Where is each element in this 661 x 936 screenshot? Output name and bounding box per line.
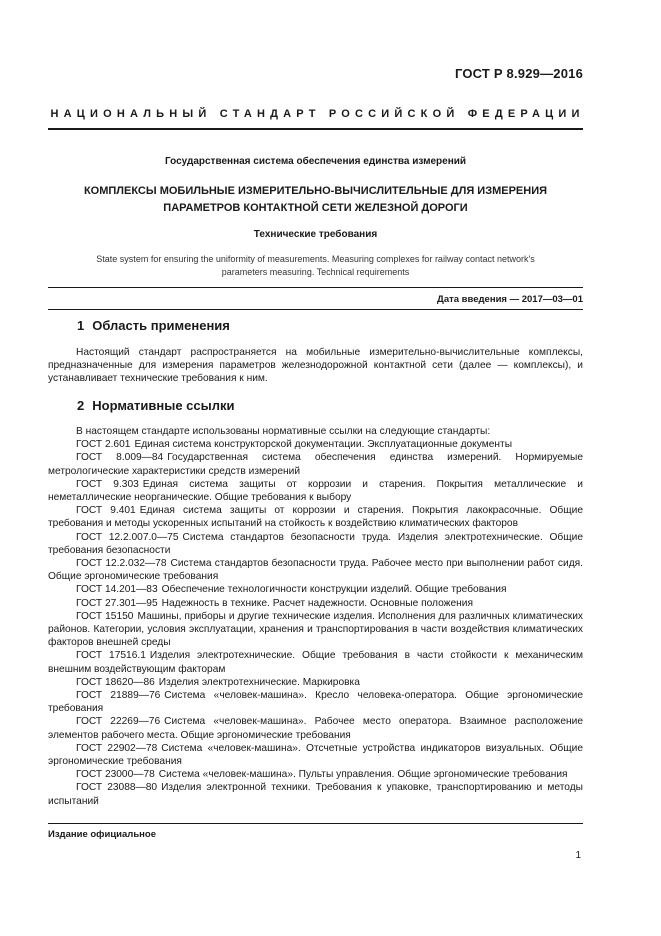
section-1-number: 1 — [77, 318, 85, 333]
reference-item — [48, 531, 583, 557]
reference-code: ГОСТ 22902—78 — [76, 742, 158, 754]
reference-code: ГОСТ 12.2.007.0—75 — [76, 531, 179, 543]
reference-text: Государственная система обеспечения единства измерений. Нормируемые метрологические характеристики средств измерений — [48, 452, 584, 477]
reference-item — [48, 597, 583, 610]
reference-code: ГОСТ 12.2.032—78 — [76, 558, 167, 570]
english-title-line-2: parameters measuring. Technical requirements — [221, 267, 410, 277]
reference-code: ГОСТ 23000—78 — [76, 769, 155, 781]
reference-text: Изделия электротехнические. Маркировка — [158, 676, 360, 688]
section-2-title: Нормативные ссылки — [92, 398, 235, 413]
reference-item — [48, 610, 583, 650]
reference-code: ГОСТ 17516.1 — [76, 650, 146, 662]
official-edition-label: Издание официальное — [48, 829, 156, 840]
reference-text: Система «человек-машина». Кресло человека-оператора. Общие эргономические требования — [48, 690, 583, 715]
reference-code: ГОСТ 9.401 — [76, 505, 136, 517]
reference-item — [48, 451, 583, 477]
reference-item — [48, 438, 583, 451]
section-1-paragraph — [48, 346, 583, 386]
reference-item — [48, 504, 583, 530]
english-title — [48, 253, 583, 279]
reference-text: Единая система конструкторской документации. Эксплуатационные документы — [134, 439, 513, 451]
reference-item — [48, 689, 583, 715]
english-title-line-1: State system for ensuring the uniformity of measurements. Measuring complexes for railway contact network's — [96, 254, 535, 264]
reference-item — [48, 781, 583, 807]
document-subtitle: Технические требования — [253, 229, 378, 240]
reference-text: Обеспечение технологичности конструкции изделий. Общие требования — [161, 584, 507, 596]
reference-text: Система «человек-машина». Рабочее место оператора. Взаимное расположение элементов рабочего места. Общие эргономические требования — [48, 716, 583, 741]
title-divider — [48, 287, 583, 288]
title-line-2: ПАРАМЕТРОВ КОНТАКТНОЙ СЕТИ ЖЕЛЕЗНОЙ ДОРОГИ — [163, 202, 468, 214]
reference-text: Изделия электротехнические. Общие требования в части стойкости к механическим внешним воздействующим факторам — [48, 650, 584, 675]
reference-code: ГОСТ 22269—76 — [76, 716, 161, 728]
references-intro: В настоящем стандарте использованы нормативные ссылки на следующие стандарты: — [76, 426, 491, 437]
reference-item — [48, 557, 583, 583]
reference-item — [48, 649, 583, 675]
reference-text: Машины, приборы и другие технические изделия. Исполнения для различных климатических районов. Категории, условия эксплуатации, хранения и транспортирования в части воздействия климатических факторов внешней среды — [48, 610, 583, 649]
reference-code: ГОСТ 18620—86 — [76, 676, 155, 688]
section-1-heading — [77, 318, 230, 333]
reference-item — [48, 742, 583, 768]
document-code: ГОСТ Р 8.929—2016 — [454, 66, 583, 81]
reference-code: ГОСТ 8.009—84 — [76, 452, 164, 464]
reference-text: Система стандартов безопасности труда. Изделия электротехнические. Общие требования безопасности — [48, 531, 583, 556]
footer-divider — [48, 823, 583, 824]
national-standard-title: НАЦИОНАЛЬНЫЙ СТАНДАРТ РОССИЙСКОЙ ФЕДЕРАЦИИ — [50, 108, 585, 120]
reference-code: ГОСТ 2.601 — [76, 439, 131, 451]
reference-text: Система «человек-машина». Отсчетные устройства индикаторов визуальных. Общие эргономические требования — [48, 742, 583, 768]
system-title: Государственная система обеспечения единства измерений — [164, 156, 467, 167]
page-number: 1 — [575, 850, 581, 861]
header-divider — [48, 128, 583, 130]
reference-text: Изделия электронной техники. Требования к упаковке, транспортированию и методы испытаний — [48, 782, 583, 807]
reference-item — [48, 715, 583, 741]
reference-code: ГОСТ 9.303 — [76, 478, 139, 490]
section-2-heading — [77, 398, 234, 413]
reference-code: ГОСТ 14.201—83 — [76, 584, 158, 596]
title-line-1: КОМПЛЕКСЫ МОБИЛЬНЫЕ ИЗМЕРИТЕЛЬНО-ВЫЧИСЛИТЕЛЬНЫЕ ДЛЯ ИЗМЕРЕНИЯ — [83, 185, 548, 197]
section-1-text: Настоящий стандарт распространяется на мобильные измерительно-вычислительные комплексы, предназначенные для измерения параметров железнодорожной контактной сети (далее — комплексы), и устанавливает технические требования к ним. — [48, 347, 583, 385]
reference-code: ГОСТ 23088—80 — [76, 782, 158, 794]
normative-references-list — [48, 425, 583, 808]
section-1-title: Область применения — [92, 318, 230, 333]
reference-text: Система «человек-машина». Пульты управления. Общие эргономические требования — [158, 769, 568, 781]
reference-code: ГОСТ 15150 — [76, 610, 134, 622]
section-2-number: 2 — [77, 398, 85, 413]
reference-item — [48, 676, 583, 689]
reference-text: Единая система защиты от коррозии и старения. Покрытия металлические и неметаллические неорганические. Общие требования к выбору — [48, 478, 583, 504]
date-divider — [48, 309, 583, 310]
reference-item — [48, 478, 583, 504]
reference-code: ГОСТ 27.301—95 — [76, 597, 158, 609]
document-title — [48, 183, 583, 217]
introduction-date: Дата введения — 2017—03—01 — [437, 294, 583, 305]
reference-item — [48, 583, 583, 596]
reference-text: Система стандартов безопасности труда. Рабочее место при выполнении работ сидя. Общие эргономические требования — [48, 558, 583, 583]
reference-item — [48, 768, 583, 781]
reference-text: Единая система защиты от коррозии и старения. Покрытия лакокрасочные. Общие требования и методы ускоренных испытаний на стойкость к воздействию климатических факторов — [48, 505, 584, 530]
reference-text: Надежность в технике. Расчет надежности. Основные положения — [161, 597, 473, 609]
reference-code: ГОСТ 21889—76 — [76, 690, 161, 702]
